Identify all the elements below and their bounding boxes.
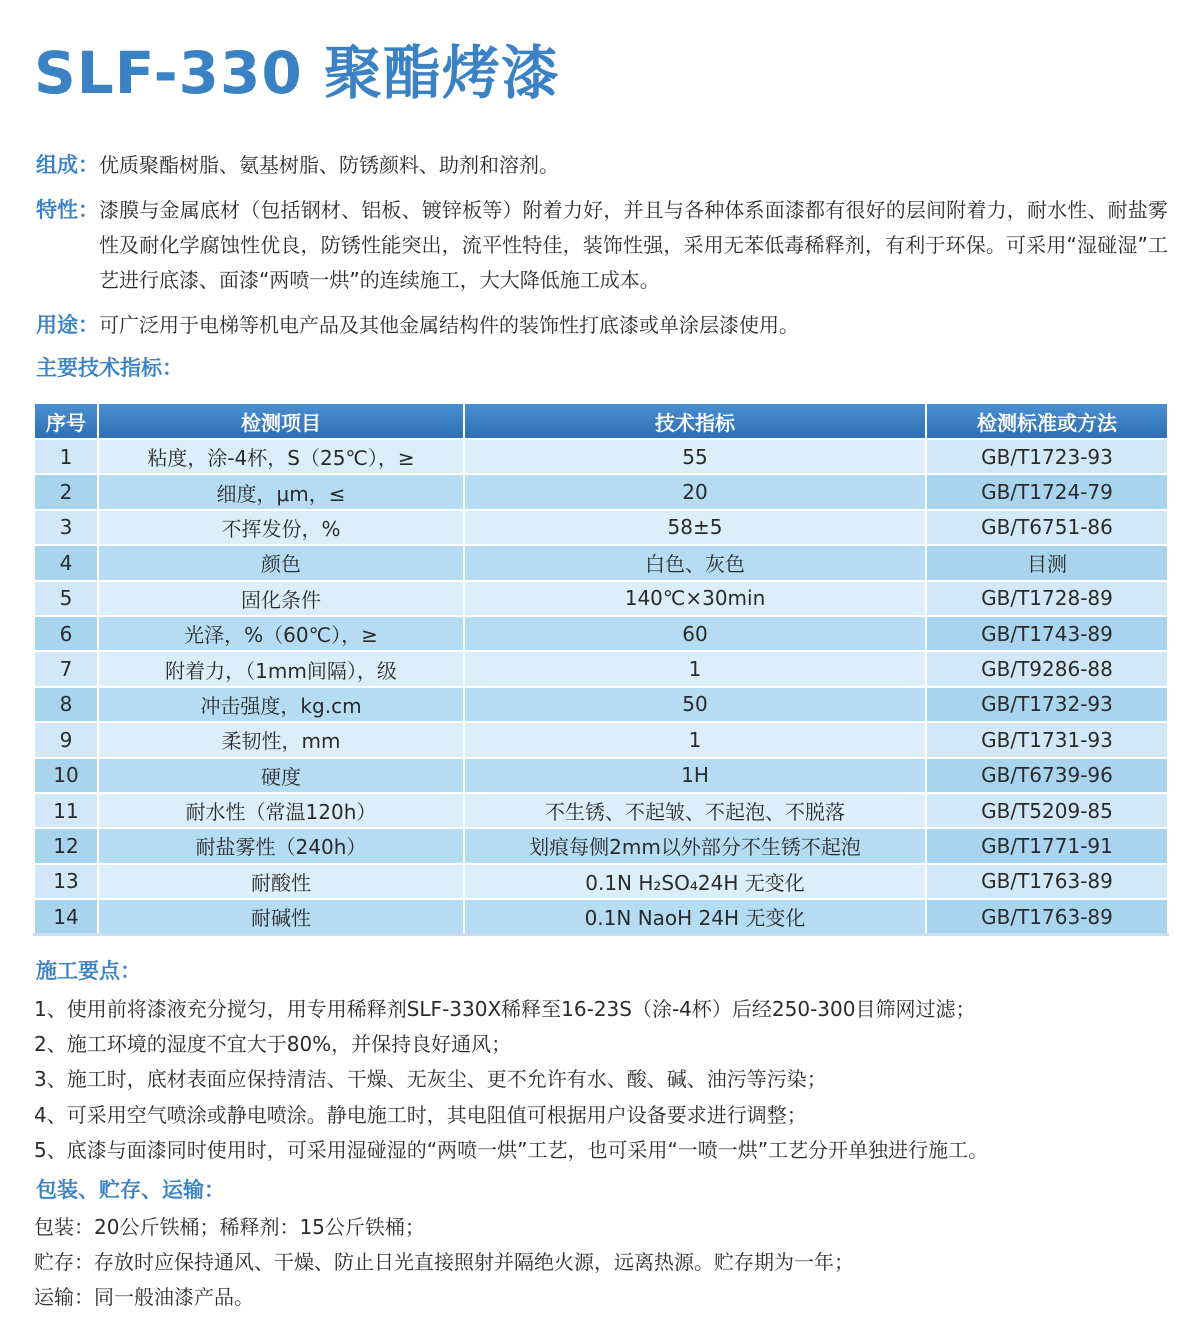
header-item: 检测项目 — [98, 403, 464, 439]
list-item: 1、使用前将漆液充分搅匀，用专用稀释剂SLF-330X稀释至16-23S（涂-4杯）后经250-300目筛网过滤； — [34, 997, 976, 1021]
cell-standard: GB/T1728-89 — [926, 581, 1168, 616]
cell-item: 不挥发份，% — [98, 510, 464, 545]
cell-standard: GB/T5209-85 — [926, 793, 1168, 828]
list-item: 运输：同一般油漆产品。 — [34, 1285, 254, 1310]
table-row — [34, 474, 1168, 509]
cell-indicator: 58±5 — [464, 510, 926, 545]
usage-section — [36, 308, 1168, 343]
cell-item: 固化条件 — [98, 581, 464, 616]
cell-item: 耐水性（常温120h） — [98, 793, 464, 828]
cell-index: 4 — [34, 545, 98, 580]
table-row — [34, 439, 1168, 474]
packaging-list — [34, 1210, 1174, 1316]
cell-index: 9 — [34, 722, 98, 757]
cell-indicator: 1 — [464, 722, 926, 757]
table-row — [34, 864, 1168, 899]
table-row — [34, 616, 1168, 651]
page-title: SLF-330 聚酯烤漆 — [34, 39, 560, 107]
cell-index: 12 — [34, 828, 98, 863]
table-row — [34, 722, 1168, 757]
properties-text: 漆膜与金属底材（包括钢材、铝板、镀锌板等）附着力好，并且与各种体系面漆都有很好的层间附着力，耐水性、耐盐雾性及耐化学腐蚀性优良，防锈性能突出，流平性特佳，装饰性强，采用无苯低毒稀释剂，有利于环保。可采用“湿碰湿”工艺进行底漆、面漆“两喷一烘”的连续施工，大大降低施工成本。 — [99, 198, 1168, 292]
cell-item: 柔韧性，mm — [98, 722, 464, 757]
spec-heading: 主要技术指标： — [36, 356, 183, 380]
properties-section — [36, 193, 1168, 298]
cell-indicator: 不生锈、不起皱、不起泡、不脱落 — [464, 793, 926, 828]
cell-index: 6 — [34, 616, 98, 651]
table-row — [34, 545, 1168, 580]
spec-table — [33, 402, 1169, 936]
construction-heading: 施工要点： — [36, 959, 141, 983]
cell-index: 14 — [34, 899, 98, 935]
cell-item: 耐酸性 — [98, 864, 464, 899]
table-row — [34, 758, 1168, 793]
cell-standard: GB/T1763-89 — [926, 899, 1168, 935]
list-item: 4、可采用空气喷涂或静电喷涂。静电施工时，其电阻值可根据用户设备要求进行调整； — [34, 1102, 807, 1127]
cell-standard: GB/T1731-93 — [926, 722, 1168, 757]
cell-indicator: 白色、灰色 — [464, 545, 926, 580]
list-item: 2、施工环境的湿度不宜大于80%，并保持良好通风； — [34, 1032, 512, 1057]
cell-standard: GB/T1732-93 — [926, 687, 1168, 722]
header-indicator: 技术指标 — [464, 403, 926, 439]
cell-indicator: 1H — [464, 758, 926, 793]
cell-standard: GB/T1743-89 — [926, 616, 1168, 651]
cell-standard: GB/T1763-89 — [926, 864, 1168, 899]
cell-indicator: 20 — [464, 474, 926, 509]
cell-indicator: 0.1N H₂SO₄24H 无变化 — [464, 864, 926, 899]
table-row — [34, 651, 1168, 686]
list-item: 贮存：存放时应保持通风、干燥、防止日光直接照射并隔绝火源，远离热源。贮存期为一年； — [34, 1250, 854, 1275]
cell-item: 耐盐雾性（240h） — [98, 828, 464, 863]
cell-index: 13 — [34, 864, 98, 899]
cell-standard: GB/T6751-86 — [926, 510, 1168, 545]
cell-index: 2 — [34, 474, 98, 509]
spec-table-header-row — [34, 403, 1168, 439]
cell-index: 1 — [34, 439, 98, 474]
cell-standard: 目测 — [926, 545, 1168, 580]
list-item: 5、底漆与面漆同时使用时，可采用湿碰湿的“两喷一烘”工艺，也可采用“一喷一烘”工艺分开单独进行施工。 — [34, 1137, 989, 1162]
composition-text: 优质聚酯树脂、氨基树脂、防锈颜料、助剂和溶剂。 — [99, 153, 559, 177]
cell-index: 5 — [34, 581, 98, 616]
cell-standard: GB/T1771-91 — [926, 828, 1168, 863]
properties-label: 特性： — [36, 198, 99, 222]
cell-standard: GB/T1724-79 — [926, 474, 1168, 509]
cell-item: 细度，μm，≤ — [98, 474, 464, 509]
list-item: 3、施工时，底材表面应保持清洁、干燥、无灰尘、更不允许有水、酸、碱、油污等污染； — [34, 1067, 827, 1092]
table-row — [34, 581, 1168, 616]
cell-indicator: 0.1N NaoH 24H 无变化 — [464, 899, 926, 935]
cell-item: 光泽，%（60℃），≥ — [98, 616, 464, 651]
usage-text: 可广泛用于电梯等机电产品及其他金属结构件的装饰性打底漆或单涂层漆使用。 — [99, 313, 799, 337]
usage-label: 用途： — [36, 313, 99, 337]
cell-item: 附着力，（1mm间隔），级 — [98, 651, 464, 686]
cell-indicator: 60 — [464, 616, 926, 651]
table-row — [34, 687, 1168, 722]
cell-standard: GB/T9286-88 — [926, 651, 1168, 686]
cell-item: 颜色 — [98, 545, 464, 580]
cell-indicator: 1 — [464, 651, 926, 686]
cell-item: 硬度 — [98, 758, 464, 793]
cell-item: 粘度，涂-4杯，S（25℃），≥ — [98, 439, 464, 474]
cell-index: 11 — [34, 793, 98, 828]
cell-indicator: 140℃×30min — [464, 581, 926, 616]
header-standard: 检测标准或方法 — [926, 403, 1168, 439]
construction-list — [34, 992, 1174, 1168]
table-row — [34, 793, 1168, 828]
cell-standard: GB/T6739-96 — [926, 758, 1168, 793]
packaging-heading: 包装、贮存、运输： — [36, 1178, 225, 1202]
list-item: 包装：20公斤铁桶；稀释剂：15公斤铁桶； — [34, 1215, 425, 1239]
cell-item: 耐碱性 — [98, 899, 464, 935]
cell-index: 7 — [34, 651, 98, 686]
cell-indicator: 划痕每侧2mm以外部分不生锈不起泡 — [464, 828, 926, 863]
cell-standard: GB/T1723-93 — [926, 439, 1168, 474]
composition-section — [36, 148, 1168, 183]
cell-indicator: 55 — [464, 439, 926, 474]
cell-item: 冲击强度，kg.cm — [98, 687, 464, 722]
cell-index: 10 — [34, 758, 98, 793]
table-row — [34, 828, 1168, 863]
cell-index: 3 — [34, 510, 98, 545]
table-row — [34, 510, 1168, 545]
composition-label: 组成： — [36, 153, 99, 177]
header-index: 序号 — [34, 403, 98, 439]
cell-indicator: 50 — [464, 687, 926, 722]
cell-index: 8 — [34, 687, 98, 722]
table-row — [34, 899, 1168, 935]
